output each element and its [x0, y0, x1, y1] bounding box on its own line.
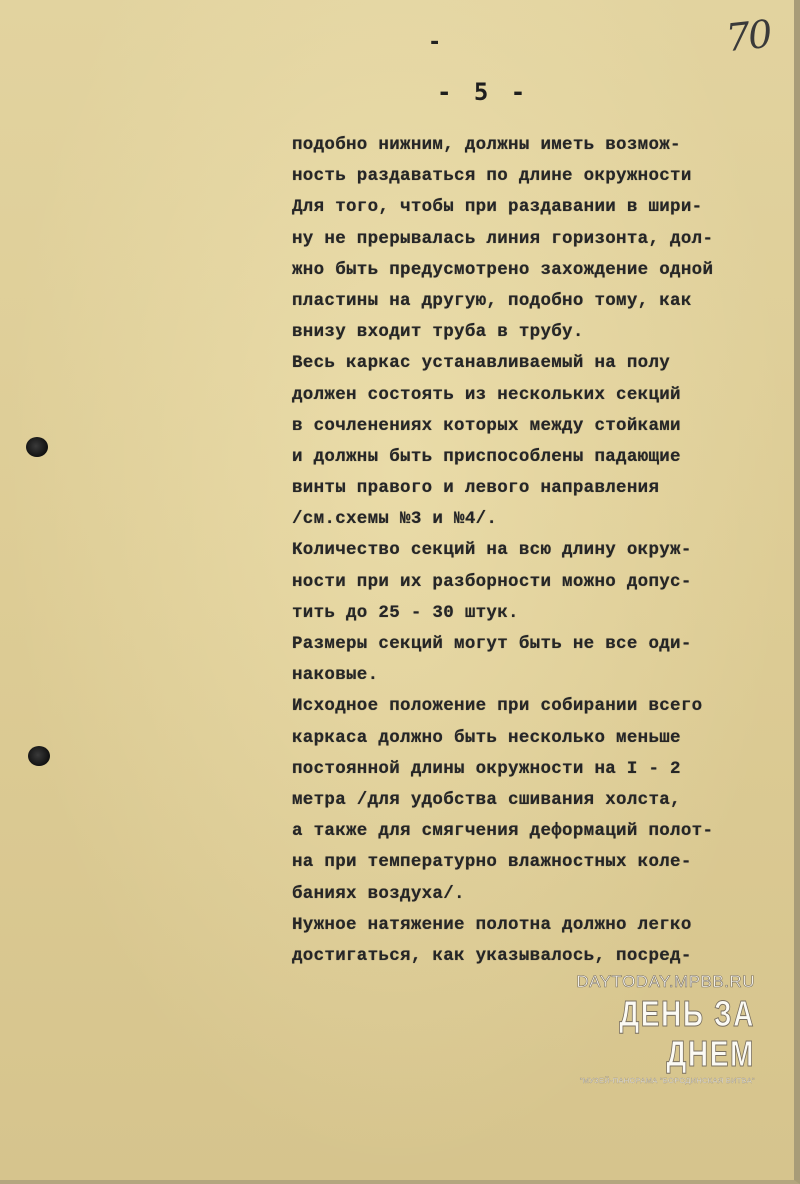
- page-number: - 5 -: [437, 78, 530, 106]
- top-mark: -: [428, 30, 442, 55]
- text-line: каркаса должно быть несколько меньше: [292, 727, 681, 748]
- typewritten-body: [292, 130, 772, 972]
- text-line: Размеры секций могут быть не все оди-: [292, 634, 692, 654]
- watermark-title: ДЕНЬ ЗА ДНЕМ: [619, 993, 755, 1074]
- text-line: Нужное натяжение полотна должно легко: [292, 914, 692, 935]
- folio-number: 70: [723, 11, 773, 61]
- punch-hole-icon: [28, 746, 50, 766]
- text-line: достигаться, как указывалось, посред-: [292, 945, 692, 966]
- watermark: [555, 972, 755, 1085]
- text-line: Весь каркас устанавливаемый на полу: [292, 353, 671, 374]
- watermark-subtitle: "МУЗЕЙ-ПАНОРАМА "БОРОДИНСКАЯ БИТВА": [579, 1076, 755, 1085]
- punch-hole-icon: [26, 437, 48, 457]
- text-line: жно быть предусмотрено захождение одной: [292, 259, 714, 280]
- text-line: ну не прерывалась линия горизонта, дол-: [292, 228, 714, 249]
- text-line: ности при их разборности можно допус-: [292, 571, 692, 592]
- text-line: подобно нижним, должны иметь возмож-: [292, 135, 681, 155]
- text-line: ность раздаваться по длине окружности: [292, 166, 692, 187]
- text-line: постоянной длины окружности на I - 2: [292, 758, 681, 779]
- text-line: внизу входит труба в трубу.: [292, 322, 584, 343]
- text-line: /см.схемы №3 и №4/.: [292, 509, 498, 530]
- watermark-url: DAYTODAY.MPBB.RU: [576, 972, 755, 991]
- text-line: на при температурно влажностных коле-: [292, 852, 692, 873]
- text-line: в сочленениях которых между стойками: [292, 415, 681, 436]
- text-line: Количество секций на всю длину окруж-: [292, 540, 692, 561]
- text-line: винты правого и левого направления: [292, 478, 660, 499]
- text-line: и должны быть приспособлены падающие: [292, 446, 681, 467]
- text-line: метра /для удобства сшивания холста,: [292, 789, 681, 810]
- text-line: Для того, чтобы при раздавании в шири-: [292, 197, 703, 218]
- text-line: а также для смягчения деформаций полот-: [292, 821, 714, 842]
- text-line: баниях воздуха/.: [292, 883, 465, 904]
- text-line: тить до 25 - 30 штук.: [292, 602, 519, 623]
- text-line: наковые.: [292, 665, 379, 686]
- text-line: должен состоять из нескольких секций: [292, 384, 681, 405]
- text-line: пластины на другую, подобно тому, как: [292, 290, 692, 311]
- text-line: Исходное положение при собирании всего: [292, 696, 703, 717]
